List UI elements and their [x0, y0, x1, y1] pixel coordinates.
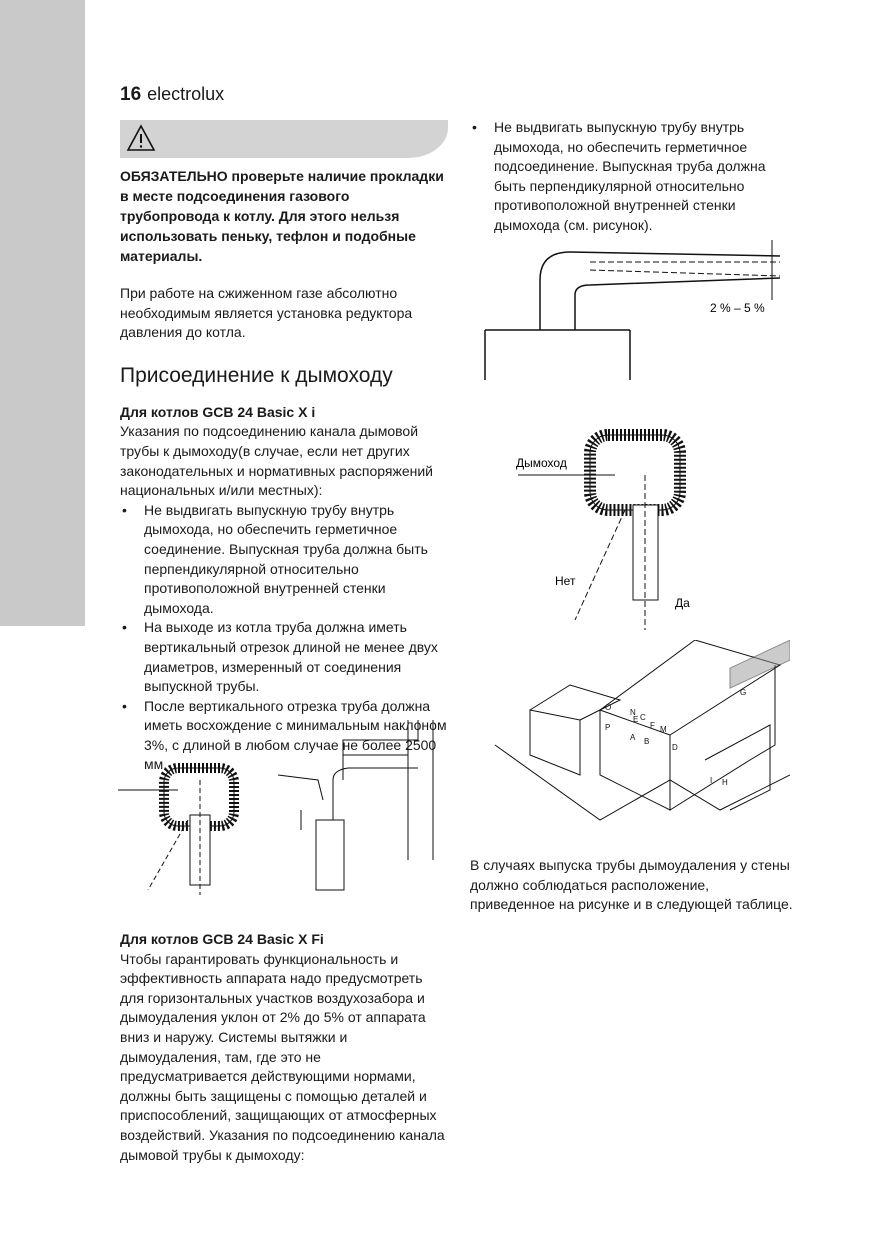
building-label: B [644, 737, 650, 746]
list-item: • Не выдвигать выпускную трубу внутрь дымохода, но обеспечить герметичное соединение. Выпускная труба должна быть перпендикулярной относительно противоположной внутренней стенки дымохода. [120, 501, 450, 619]
subsection-title-1: Для котлов GCB 24 Basic X i [120, 403, 316, 420]
building-label: I [710, 776, 713, 785]
lpg-note: При работе на сжиженном газе абсолютно необходимым является установка редуктора давления до котла. [120, 285, 413, 341]
building-label: E [633, 715, 639, 724]
left-column [120, 166, 450, 775]
page-number: 16 [120, 84, 142, 105]
list-item: • После вертикального отрезка труба должна иметь восхождение с минимальным наклоном 3%, с длиной в любом случае не более 2500 мм. [120, 697, 450, 775]
subsection-text: Чтобы гарантировать функциональность и эффективность аппарата надо предусмотреть для горизонтальных участков воздухозабора и дымоудаления уклон от 2% до 5% от аппарата вниз и наружу. Системы вытяжки и дымоудаления, там, где это не предусматривается действующими нормами, должны быть защищены с помощью деталей и приспособлений, защищающих от атмосферных воздействий. Указания по подсоединению канала дымовой трубы к дымоходу: [120, 950, 445, 1163]
no-label: Нет [555, 574, 576, 588]
section-title: Присоединение к дымоходу [120, 363, 393, 387]
building-figure [490, 640, 790, 830]
building-label: P [605, 723, 611, 732]
warning-banner [120, 120, 448, 158]
slope-label: 2 % – 5 % [710, 301, 765, 315]
closing-text-block [470, 856, 795, 915]
brand-name: electrolux [147, 84, 225, 104]
left-column-bottom [120, 930, 450, 1165]
chimney-figure [500, 420, 740, 630]
building-label: A [630, 733, 636, 742]
warning-text: ОБЯЗАТЕЛЬНО проверьте наличие прокладки в месте подсоединения газового трубопровода к котлу. Для этого нельзя использовать пеньку, тефлон и подобные материалы. [120, 168, 444, 264]
building-label: F [650, 721, 655, 730]
building-label: H [722, 778, 728, 787]
subsection-title-2: Для котлов GCB 24 Basic X Fi [120, 931, 324, 947]
building-label: C [640, 713, 646, 722]
slope-figure [480, 240, 800, 380]
building-label: N [630, 708, 636, 717]
page-header [120, 84, 224, 106]
building-label: G [740, 688, 747, 697]
building-label: O [605, 703, 612, 712]
warning-triangle-icon [126, 124, 156, 152]
chimney-connection-figure [118, 720, 458, 900]
building-label: M [660, 725, 667, 734]
list-item: • На выходе из котла труба должна иметь вертикальный отрезок длиной не менее двух диаметров, измеренный от соединения выпускной трубы. [120, 618, 450, 696]
side-tab [0, 0, 85, 626]
closing-text: В случаях выпуска трубы дымоудаления у стены должно соблюдаться расположение, приведенное на рисунке и в следующей таблице. [470, 857, 793, 913]
right-column [470, 118, 795, 236]
list-item: • Не выдвигать выпускную трубу внутрь дымохода, но обеспечить герметичное подсоединение. Выпускная труба должна быть перпендикулярной относительно противоположной внутренней стенки дымохода (см. рисунок). [470, 118, 795, 236]
yes-label: Да [675, 596, 690, 610]
subsection-intro: Указания по подсоединению канала дымовой трубы к дымоходу(в случае, если нет других законодательных и нормативных распоряжений национальных и/или местных): [120, 423, 433, 499]
chimney-label: Дымоход [516, 456, 567, 470]
building-label: D [672, 743, 678, 752]
